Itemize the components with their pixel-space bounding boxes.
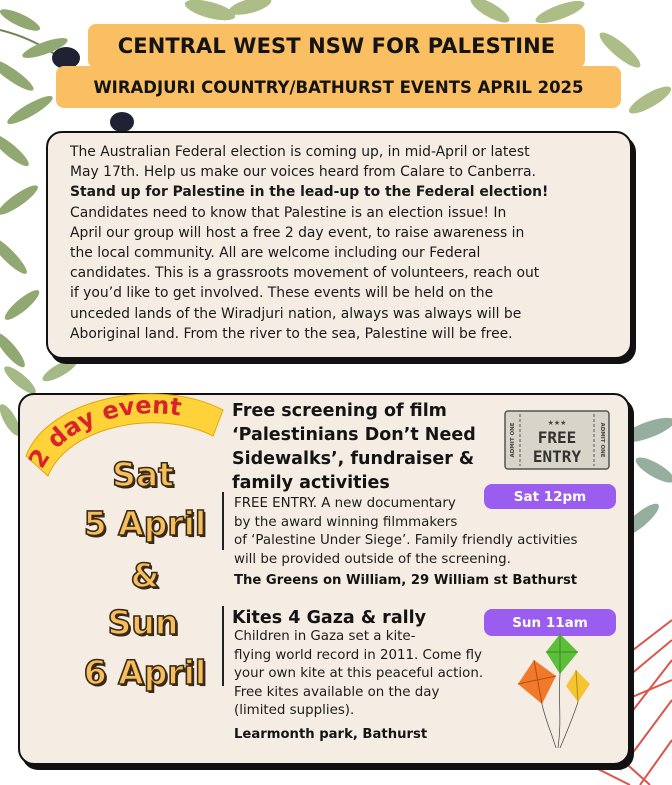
intro-line: unceded lands of the Wiradjuri nation, always was always will be xyxy=(70,305,522,322)
date-sun: Sun xyxy=(107,603,179,642)
event2-time-badge: Sun 11am xyxy=(484,609,616,636)
orange-kite-icon xyxy=(518,660,556,704)
event1-title-line: Sidewalks’, fundraiser & xyxy=(232,449,475,469)
ticket-stars: ★★★ xyxy=(547,419,567,427)
event1-divider xyxy=(222,492,224,550)
badge-text: 2 day event xyxy=(23,391,184,473)
ticket-admit-right: ADMIT ONE xyxy=(599,422,605,458)
event2-body-line: (limited supplies). xyxy=(234,703,355,719)
intro-card xyxy=(46,131,632,359)
intro-line: May 17th. Help us make our voices heard from Calare to Canberra. xyxy=(70,164,536,181)
intro-line: April our group will host a free 2 day event, to raise awareness in xyxy=(70,224,525,241)
date-ampersand: & xyxy=(130,556,160,595)
yellow-kite-icon xyxy=(566,670,590,702)
event2-description xyxy=(234,628,483,721)
event1-title xyxy=(232,399,476,495)
event1-title-line: Free screening of film xyxy=(232,401,447,421)
event1-title-line: family activities xyxy=(232,473,390,493)
free-entry-ticket xyxy=(504,410,610,470)
date-sun-day: 6 April xyxy=(83,653,207,692)
green-kite-icon xyxy=(546,634,578,674)
intro-line: candidates. This is a grassroots movement of volunteers, reach out xyxy=(70,265,540,282)
intro-line: if you’d like to get involved. These events will be held on the xyxy=(70,285,494,302)
event1-body-line: of ‘Palestine Under Siege’. Family friendly activities xyxy=(234,533,578,549)
event2-body-line: flying world record in 2011. Come fly xyxy=(234,647,482,663)
kites-illustration xyxy=(512,630,608,750)
event1-body-line: will be provided outside of the screening. xyxy=(234,551,511,567)
intro-line-emphasis: Stand up for Palestine in the lead-up to the Federal election! xyxy=(70,184,549,201)
ticket-entry-text: ENTRY xyxy=(532,447,582,466)
event2-body-line: Free kites available on the day xyxy=(234,684,440,700)
event2-body-line: your own kite at this peaceful action. xyxy=(234,666,484,682)
event1-title-line: ‘Palestinians Don’t Need xyxy=(232,425,476,445)
intro-line: Aboriginal land. From the river to the sea, Palestine will be free. xyxy=(70,325,513,342)
intro-line: The Australian Federal election is coming up, in mid-April or latest xyxy=(70,144,530,160)
event2-location: Learmonth park, Bathurst xyxy=(234,727,428,742)
intro-line: Candidates need to know that Palestine is an election issue! In xyxy=(70,204,507,221)
event1-description xyxy=(234,495,578,569)
event1-body-line: by the award winning filmmakers xyxy=(234,514,458,530)
event1-time-badge: Sat 12pm xyxy=(484,484,616,509)
page-subtitle: WIRADJURI COUNTRY/BATHURST EVENTS APRIL 2025 xyxy=(56,66,621,108)
event2-divider xyxy=(222,606,224,686)
event2-body-line: Children in Gaza set a kite- xyxy=(234,629,416,644)
intro-line: the local community. All are welcome including our Federal xyxy=(70,245,481,262)
ticket-free-text: FREE xyxy=(537,428,577,447)
intro-text xyxy=(70,142,608,344)
date-sat-day: 5 April xyxy=(83,504,207,543)
page-title: CENTRAL WEST NSW FOR PALESTINE xyxy=(88,24,585,68)
event1-location: The Greens on William, 29 William st Bathurst xyxy=(234,573,578,588)
event2-title: Kites 4 Gaza & rally xyxy=(232,608,427,628)
date-sat: Sat xyxy=(112,455,174,494)
event1-body-line: FREE ENTRY. A new documentary xyxy=(234,496,456,511)
ticket-admit-left: ADMIT ONE xyxy=(510,422,516,458)
